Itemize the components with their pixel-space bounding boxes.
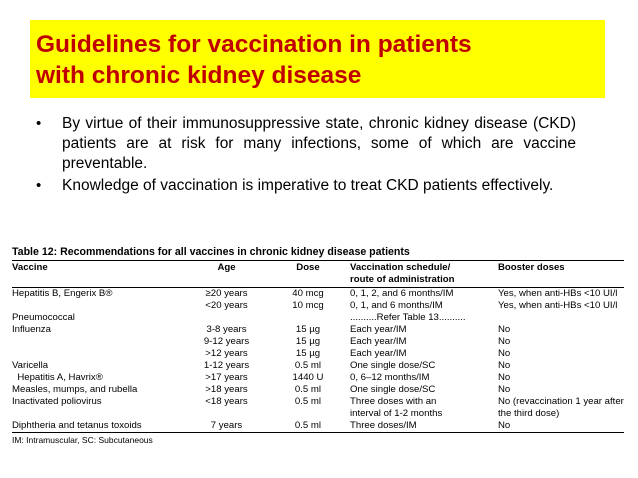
cell-vaccine: [12, 300, 185, 312]
title-banner: [30, 20, 605, 98]
cell-booster: No: [498, 384, 511, 395]
cell-dose: 15 µg: [295, 324, 321, 335]
cell-schedule: Each year/IM: [350, 324, 407, 335]
table-row: [12, 420, 624, 432]
table-title: Table 12: Recommendations for all vaccines in chronic kidney disease patients: [12, 246, 410, 258]
cell-age: >12 years: [205, 348, 248, 359]
table-bottom-rule: [12, 432, 624, 433]
bullet-item: [36, 114, 576, 174]
slide-title-line-1: Guidelines for vaccination in patients: [36, 31, 472, 58]
cell-schedule: One single dose/SC: [350, 384, 436, 395]
cell-dose: 15 µg: [295, 348, 321, 359]
table-row: [12, 288, 624, 300]
cell-schedule: 0, 1, and 6 months/IM: [350, 300, 443, 311]
cell-age: 7 years: [210, 420, 243, 431]
cell-age: [185, 312, 268, 324]
header-age: Age: [217, 262, 236, 273]
cell-schedule: One single dose/SC: [350, 360, 436, 371]
cell-vaccine: [12, 348, 185, 360]
cell-booster: No: [498, 420, 511, 431]
cell-vaccine: Measles, mumps, and rubella: [12, 384, 138, 395]
header-booster: Booster doses: [498, 262, 565, 273]
cell-dose: 0.5 ml: [294, 360, 322, 371]
cell-age: >17 years: [205, 372, 248, 383]
cell-schedule: Each year/IM: [350, 348, 407, 359]
cell-booster: No: [498, 336, 511, 347]
table-row: [12, 372, 624, 384]
cell-booster: No: [498, 324, 511, 335]
table-footnote: IM: Intramuscular, SC: Subcutaneous: [12, 435, 153, 445]
header-schedule: Vaccination schedule/ route of administration: [350, 262, 455, 285]
cell-vaccine: Varicella: [12, 360, 49, 371]
bullet-text: By virtue of their immunosuppressive state, chronic kidney disease (CKD) patients are at risk for many infections, some of which are vaccine preventable.: [62, 115, 576, 172]
cell-vaccine: Pneumococcal: [12, 312, 75, 323]
cell-vaccine: Hepatitis A, Havrix®: [12, 372, 103, 383]
cell-schedule: ..........Refer Table 13..........: [350, 312, 466, 323]
cell-age: >18 years: [205, 384, 248, 395]
bullet-marker: •: [36, 115, 42, 132]
cell-age: ≥20 years: [205, 288, 248, 299]
cell-booster: No (revaccination 1 year after the third dose): [498, 396, 624, 419]
cell-dose: 0.5 ml: [294, 396, 322, 407]
table-row: [12, 324, 624, 336]
cell-dose: 40 mcg: [292, 288, 324, 299]
cell-vaccine: Inactivated poliovirus: [12, 396, 102, 407]
cell-age: <20 years: [205, 300, 248, 311]
bullet-marker: •: [36, 177, 42, 194]
table-body: [12, 288, 624, 432]
vaccine-table: [12, 246, 624, 446]
cell-vaccine: Hepatitis B, Engerix B®: [12, 288, 113, 299]
cell-dose: 15 µg: [295, 336, 321, 347]
table-row: [12, 348, 624, 360]
cell-booster: [496, 312, 624, 324]
table-row: [12, 360, 624, 372]
cell-age: <18 years: [205, 396, 248, 407]
bullet-text: Knowledge of vaccination is imperative to treat CKD patients effectively.: [62, 177, 554, 194]
header-dose: Dose: [296, 262, 320, 273]
table-row: [12, 312, 624, 324]
table-row: [12, 336, 624, 348]
cell-dose: 0.5 ml: [294, 420, 322, 431]
bullet-list: [36, 114, 576, 198]
cell-booster: No: [498, 360, 511, 371]
header-vaccine: Vaccine: [12, 262, 48, 273]
cell-booster: No: [498, 372, 511, 383]
cell-vaccine: [12, 336, 185, 348]
cell-age: 9-12 years: [203, 336, 250, 347]
cell-schedule: 0, 6–12 months/IM: [350, 372, 430, 383]
cell-age: 1-12 years: [203, 360, 250, 371]
cell-vaccine: Influenza: [12, 324, 51, 335]
cell-vaccine: Diphtheria and tetanus toxoids: [12, 420, 142, 431]
table-row: [12, 300, 624, 312]
cell-booster: No: [498, 348, 511, 359]
cell-schedule: Three doses with an interval of 1-2 months: [350, 396, 443, 419]
cell-booster: Yes, when anti-HBs <10 UI/l: [498, 300, 618, 311]
table-row: [12, 396, 624, 420]
cell-schedule: Each year/IM: [350, 336, 407, 347]
bullet-item: [36, 176, 576, 196]
cell-schedule: 0, 1, 2, and 6 months/IM: [350, 288, 454, 299]
cell-booster: Yes, when anti-HBs <10 UI/l: [498, 288, 618, 299]
cell-age: 3-8 years: [206, 324, 247, 335]
cell-dose: [268, 312, 348, 324]
cell-dose: 0.5 ml: [294, 384, 322, 395]
cell-dose: 1440 U: [292, 372, 324, 383]
table-row: [12, 384, 624, 396]
table-header-row: [12, 261, 624, 287]
cell-schedule: Three doses/IM: [350, 420, 417, 431]
cell-dose: 10 mcg: [292, 300, 324, 311]
slide-title-line-2: with chronic kidney disease: [36, 62, 362, 89]
